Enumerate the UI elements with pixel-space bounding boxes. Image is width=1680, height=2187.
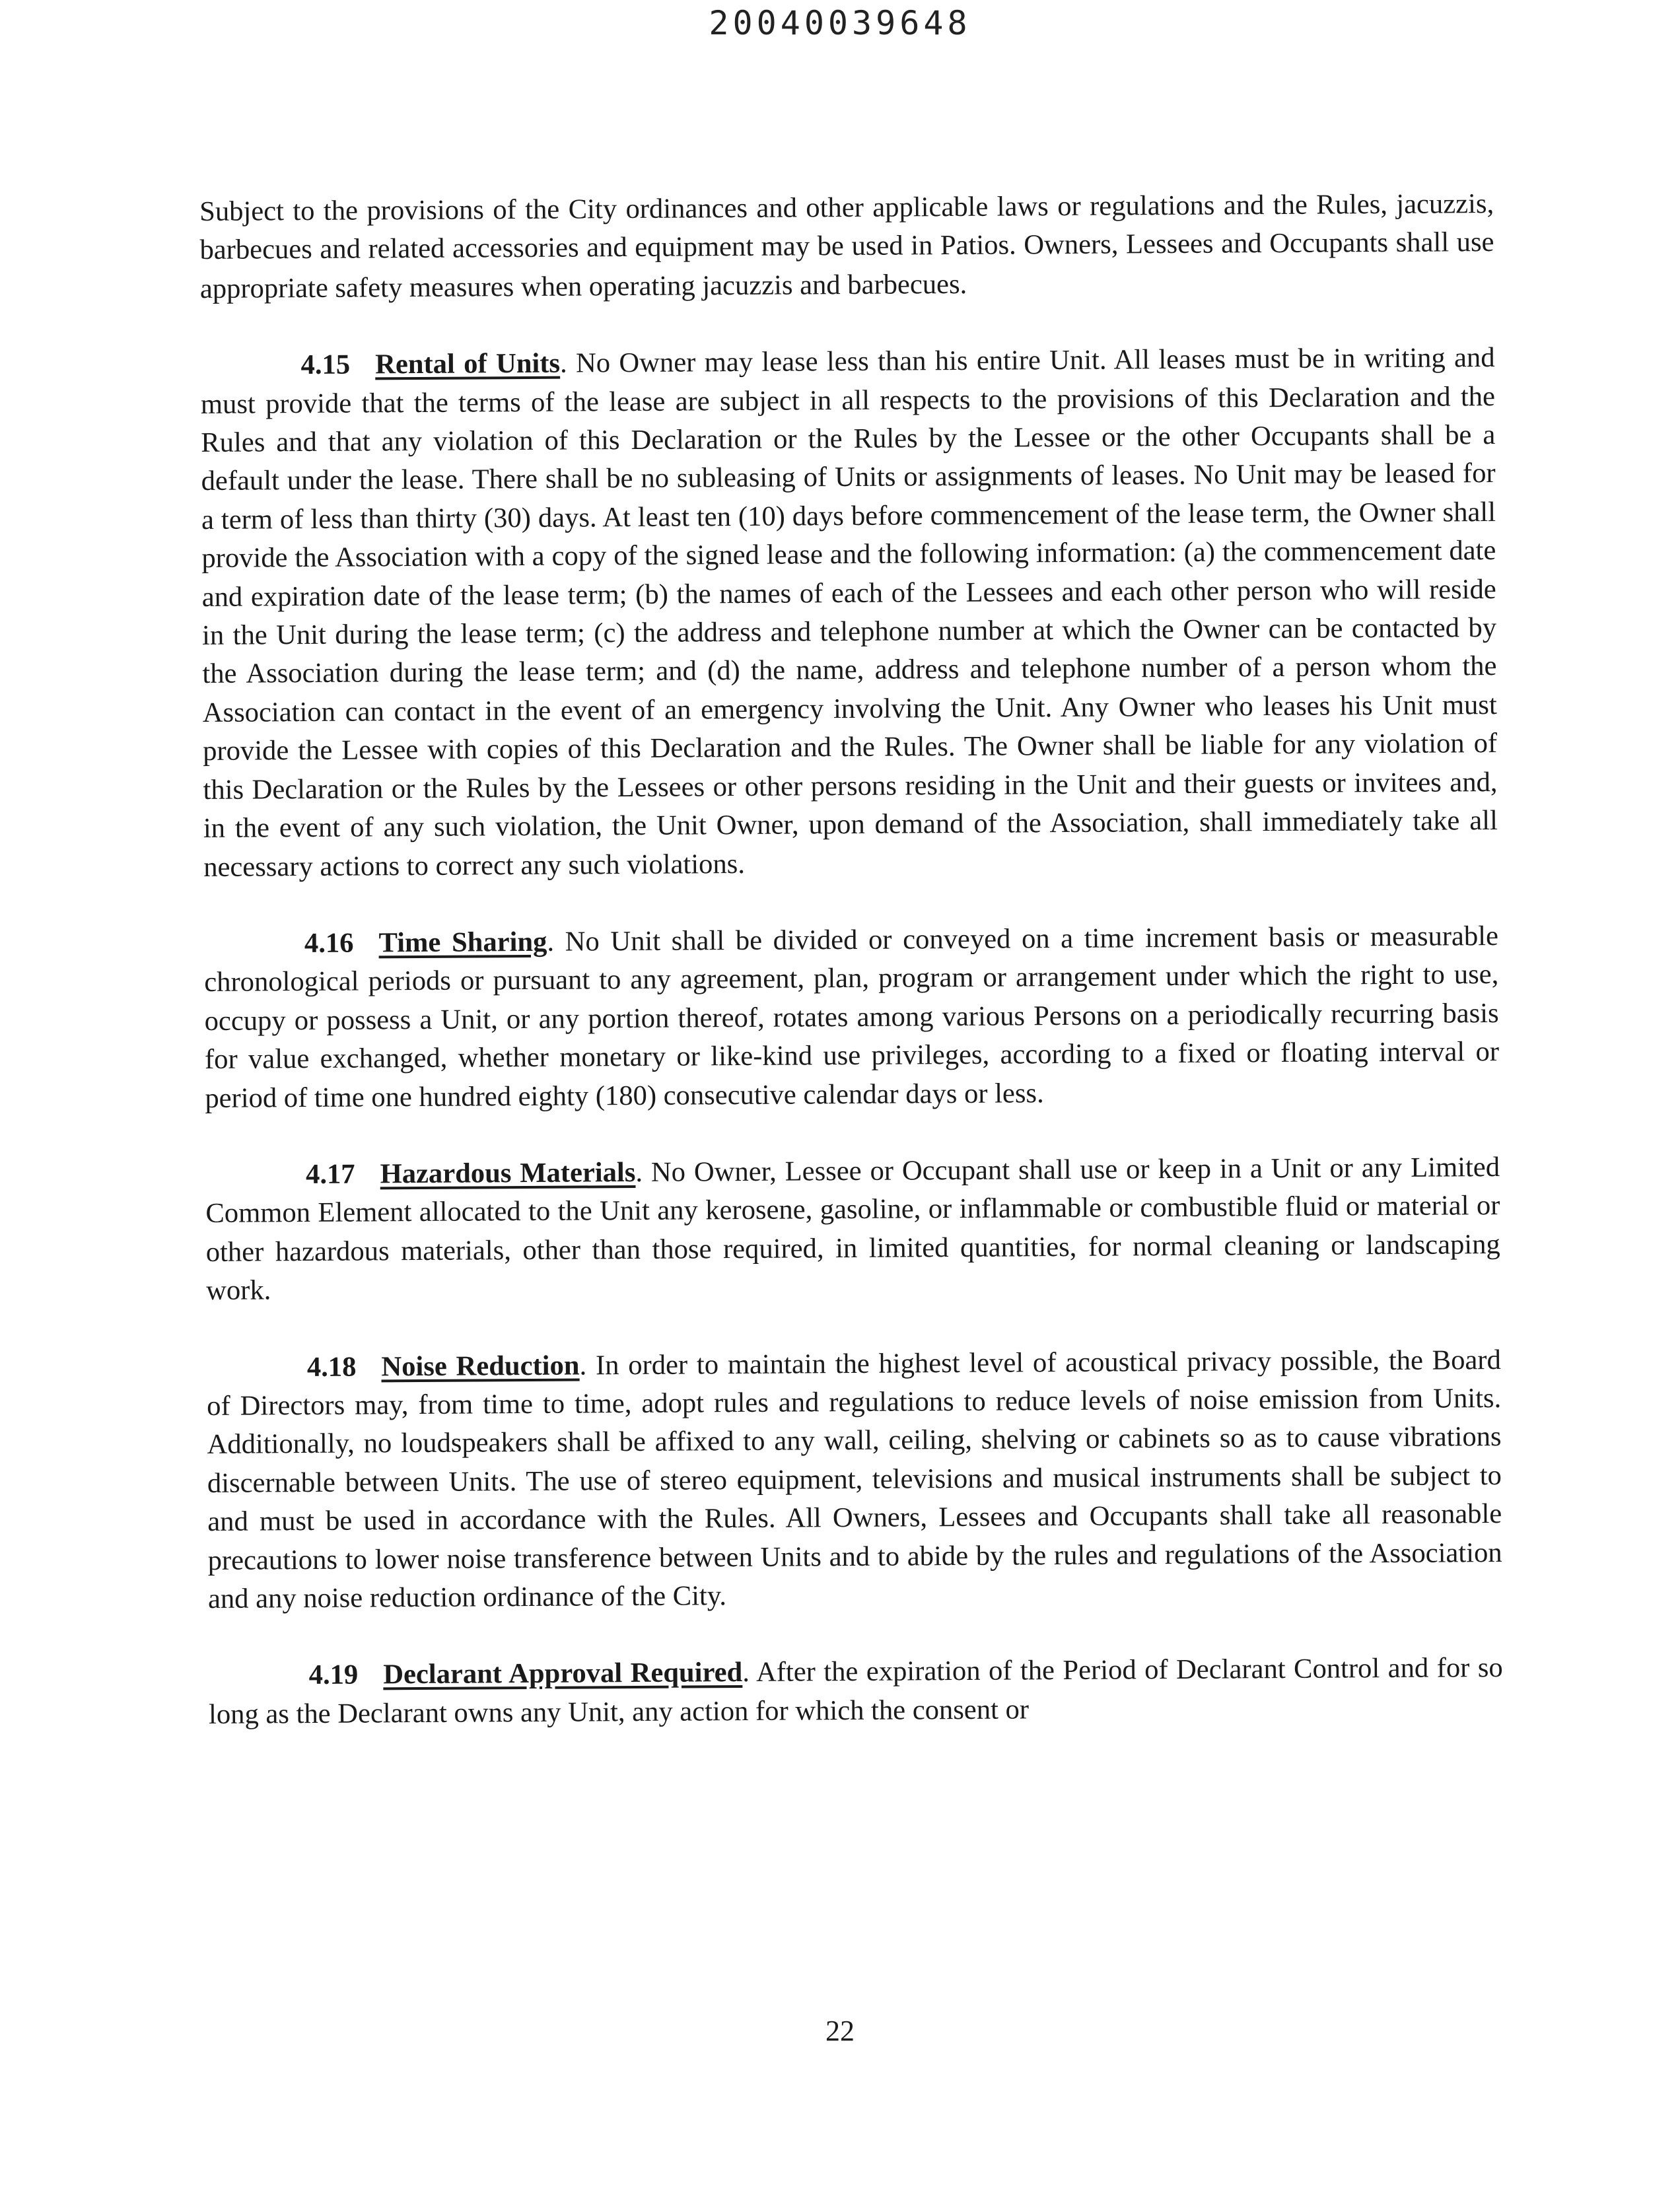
- document-body: [199, 185, 1504, 1772]
- section-text: . No Owner, Lessee or Occupant shall use or keep in a Unit or any Limited Common Element allocated to the Unit any kerosene, gasoline, or inflammable or combustible fluid or material or other hazardous materials, other than those required, in limited quantities, for normal cleaning or landscaping work.: [205, 1151, 1500, 1307]
- section-4-18: [207, 1341, 1502, 1619]
- section-number: 4.19: [308, 1659, 359, 1691]
- section-text: . After the expiration of the Period of Declarant Control and for so long as the Declarant owns any Unit, any action for which the consent or: [208, 1652, 1503, 1730]
- section-4-17: [205, 1148, 1500, 1311]
- section-number: 4.17: [305, 1158, 355, 1190]
- section-heading: Declarant Approval Required: [383, 1657, 743, 1690]
- section-number: 4.15: [300, 349, 351, 381]
- section-number: 4.16: [304, 927, 354, 959]
- intro-paragraph: Subject to the provisions of the City ordinances and other applicable laws or regulations and the Rules, jacuzzis, barbecues and related accessories and equipment may be used in Patios. Owners, Lessees and Occupants shall use appropriate safety measures when operating jacuzzis and barbecues.: [199, 188, 1494, 304]
- section-text: . No Owner may lease less than his entire Unit. All leases must be in writing and must provide that the terms of the lease are subject in all respects to the provisions of this Declaration and the Rules and that any violation of this Declaration or the Rules by the Lessee or the other Occupants shall be a default under the lease. There shall be no subleasing of Units or assignments of leases. No Unit may be leased for a term of less than thirty (30) days. At least ten (10) days before commencement of the lease term, the Owner shall provide the Association with a copy of the signed lease and the following information: (a) the commencement date and expiration date of the lease term; (b) the names of each of the Lessees and each other person who will reside in the Unit during the lease term; (c) the address and telephone number at which the Owner can be contacted by the Association during the lease term; and (d) the name, address and telephone number of a person whom the Association can contact in the event of an emergency involving the Unit. Any Owner who leases his Unit must provide the Lessee with copies of this Declaration and the Rules. The Owner shall be liable for any violation of this Declaration or the Rules by the Lessees or other persons residing in the Unit and their guests or invitees and, in the event of any such violation, the Unit Owner, upon demand of the Association, shall immediately take all necessary actions to correct any such violations.: [200, 342, 1498, 883]
- section-4-19: [209, 1649, 1504, 1734]
- document-number: 20040039648: [709, 4, 971, 42]
- section-heading: Noise Reduction: [381, 1350, 580, 1382]
- section-text: . No Unit shall be divided or conveyed on a time increment basis or measurable chronological periods or pursuant to any agreement, plan, program or arrangement under which the right to use, occupy or possess a Unit, or any portion thereof, rotates among various Persons on a periodically recurring basis for value exchanged, whether monetary or like-kind use privileges, according to a fixed or floating interval or period of time one hundred eighty (180) consecutive calendar days or less.: [204, 920, 1500, 1114]
- section-4-15: [200, 339, 1498, 887]
- section-text: . In order to maintain the highest level of acoustical privacy possible, the Board of Directors may, from time to time, adopt rules and regulations to reduce levels of noise emission from Units. Additionally, no loudspeakers shall be affixed to any wall, ceiling, shelving or cabinets so as to cause vibrations discernable between Units. The use of stereo equipment, televisions and musical instruments shall be subject to and must be used in accordance with the Rules. All Owners, Lessees and Occupants shall take all reasonable precautions to lower noise transference between Units and to abide by the rules and regulations of the Association and any noise reduction ordinance of the City.: [207, 1344, 1502, 1614]
- section-heading: Rental of Units: [374, 347, 561, 380]
- section-heading: Hazardous Materials: [380, 1156, 636, 1190]
- section-number: 4.18: [306, 1351, 357, 1383]
- section-4-16: [204, 917, 1500, 1118]
- page-number: 22: [825, 2015, 855, 2047]
- section-heading: Time Sharing: [378, 926, 547, 959]
